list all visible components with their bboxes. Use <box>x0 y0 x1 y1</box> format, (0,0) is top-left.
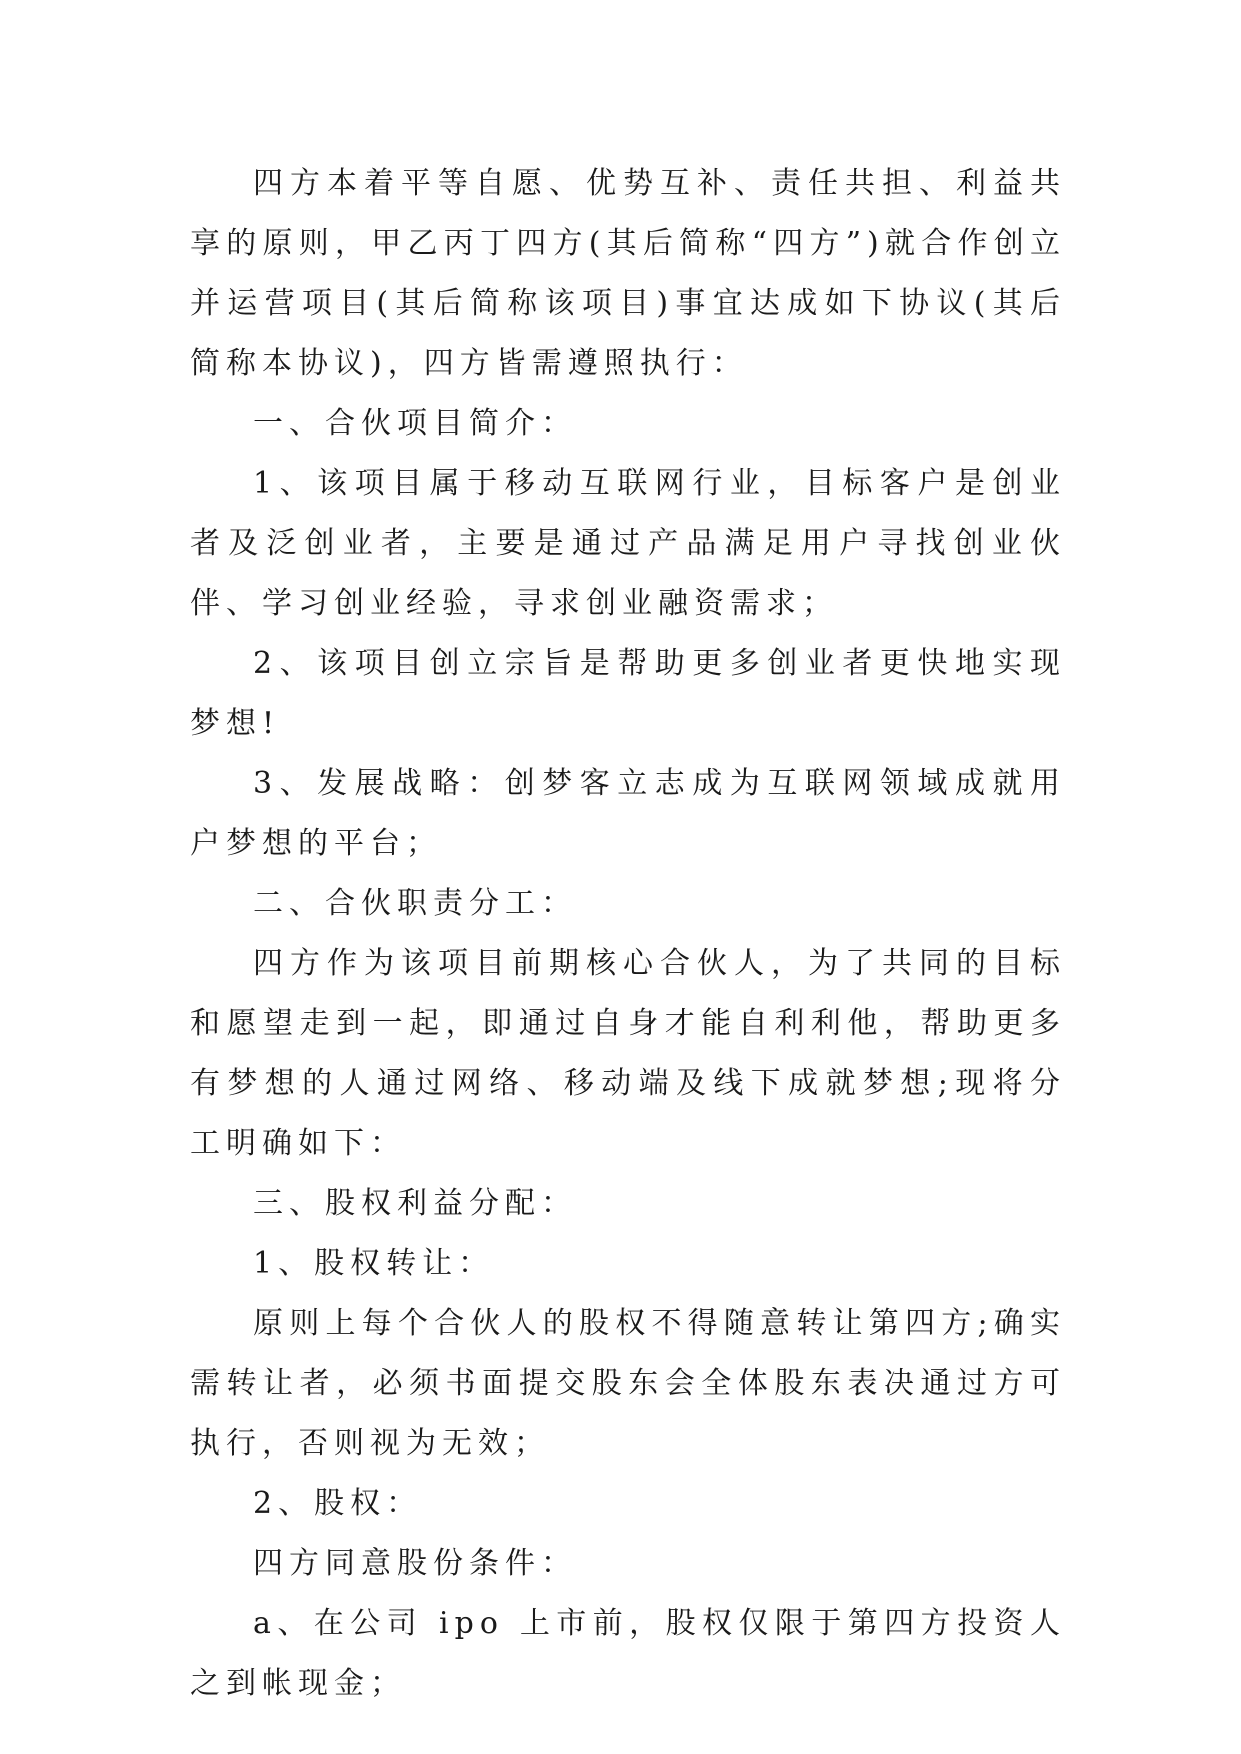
section-heading-2: 二、合伙职责分工： <box>253 886 577 921</box>
paragraph-1-1: 1、该项目属于移动互联网行业，目标客户是创业者及泛创业者，主要是通过产品满足用户寻找创业伙伴、学习创业经验，寻求创业融资需求； <box>190 466 1066 621</box>
section-heading-3: 三、股权利益分配： <box>253 1186 577 1221</box>
subheading-3-2: 2、股权： <box>253 1486 423 1521</box>
intro-paragraph: 四方本着平等自愿、优势互补、责任共担、利益共享的原则，甲乙丙丁四方(其后简称“四方”)就合作创立并运营项目(其后简称该项目)事宜达成如下协议(其后简称本协议)，四方皆需遵照执行： <box>190 166 1066 381</box>
paragraph-1-3: 3、发展战略：创梦客立志成为互联网领域成就用户梦想的平台； <box>190 766 1066 861</box>
subheading-3-1: 1、股权转让： <box>253 1246 495 1281</box>
paragraph-3-2-a: a、在公司 ipo 上市前，股权仅限于第四方投资人之到帐现金； <box>190 1606 1066 1701</box>
document-body <box>190 154 1066 1714</box>
paragraph-2-body: 四方作为该项目前期核心合伙人，为了共同的目标和愿望走到一起，即通过自身才能自利利他，帮助更多有梦想的人通过网络、移动端及线下成就梦想;现将分工明确如下： <box>190 946 1066 1161</box>
paragraph-1-2: 2、该项目创立宗旨是帮助更多创业者更快地实现梦想! <box>190 646 1066 741</box>
paragraph-3-2-intro: 四方同意股份条件： <box>253 1546 577 1581</box>
paragraph-3-1-body: 原则上每个合伙人的股权不得随意转让第四方;确实需转让者，必须书面提交股东会全体股东表决通过方可执行，否则视为无效； <box>190 1306 1066 1461</box>
section-heading-1: 一、合伙项目简介： <box>253 406 577 441</box>
